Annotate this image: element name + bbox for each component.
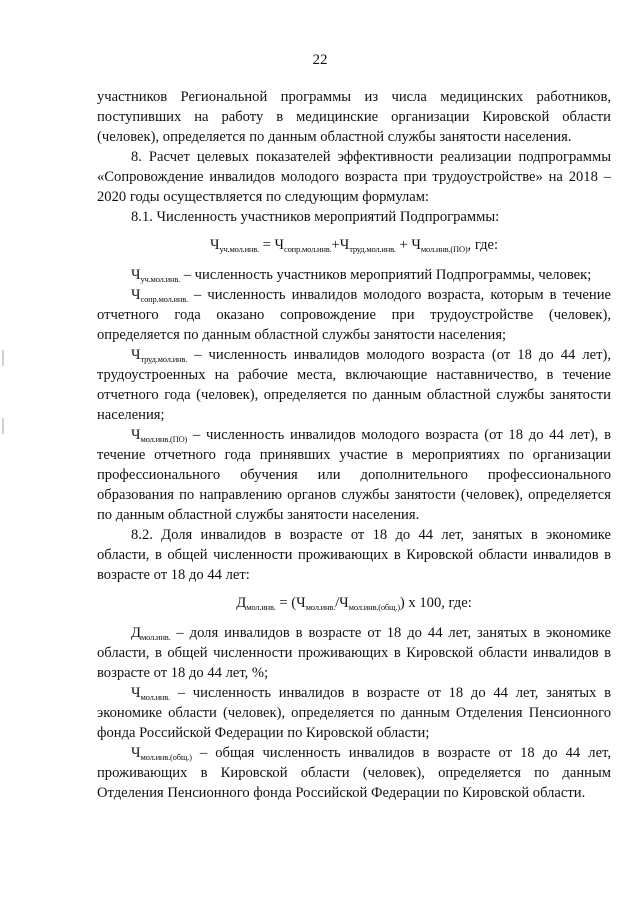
paragraph-continuation: участников Региональной программы из числа медицинских работников, поступивших на работу в медицинские организации Кировской области (человек), определяется по данным областной службы занятости населения. bbox=[97, 89, 611, 145]
definition-sopr-mol-inv: $Ч_{сопр.мол.инв.}$ – численность инвалидов молодого возраста, которым в течение отчетного года оказано сопровождение при трудоустройстве (человек), определяется по данным областной службы занятости населения; bbox=[97, 287, 611, 343]
paragraph-8-2: 8.2. Доля инвалидов в возрасте от 18 до 44 лет, занятых в экономике области, в общей численности проживающих в Кировской области инвалидов в возрасте от 18 до 44 лет: bbox=[97, 527, 611, 583]
scan-margin-mark bbox=[2, 350, 4, 366]
scan-margin-mark bbox=[2, 418, 4, 434]
definition-mol-inv-po: $Ч_{мол.инв.(ПО)}$ – численность инвалидов молодого возраста (от 18 до 44 лет), в течение отчетного года принявших участие в мероприятиях по организации профессионального обучения или дополнительного профессионального образования по направлению органов службы занятости (человек), определяется по данным областной службы занятости населения. bbox=[97, 427, 611, 523]
definition-ch-mol-inv: $Ч_{мол.инв.}$ – численность инвалидов в возрасте от 18 до 44 лет, занятых в экономике области (человек), определяется по данным Отделения Пенсионного фонда Российской Федерации по Кировской области; bbox=[97, 685, 611, 741]
document-body bbox=[97, 87, 611, 803]
definition-trud-mol-inv: $Ч_{труд.мол.инв.}$ – численность инвалидов молодого возраста (от 18 до 44 лет), трудоустроенных на рабочие места, включающие наставничество, в течение отчетного года (человек), определяется по данным областной службы занятости населения; bbox=[97, 347, 611, 423]
page-number: 22 bbox=[312, 52, 328, 68]
definition-ch-mol-inv-obsh: $Ч_{мол.инв.(общ.)}$ – общая численность инвалидов в возрасте от 18 до 44 лет, проживающих в Кировской области (человек), определяется по данным Отделения Пенсионного фонда Российской Федерации по Кировской области. bbox=[97, 745, 611, 801]
formula-share: $Д_{мол.инв.} = (Ч_{мол.инв.}/Ч_{мол.инв.(общ.)})$ x 100, где: bbox=[236, 595, 472, 612]
paragraph-8: 8. Расчет целевых показателей эффективности реализации подпрограммы «Сопровождение инвалидов молодого возраста при трудоустройстве» на 2018 – 2020 годы осуществляется по следующим формулам: bbox=[97, 149, 611, 205]
definition-d-mol-inv: $Д_{мол.инв.}$ – доля инвалидов в возрасте от 18 до 44 лет, занятых в экономике области, в общей численности проживающих в Кировской области инвалидов в возрасте от 18 до 44 лет, %; bbox=[97, 625, 611, 681]
definition-uch-mol-inv: $Ч_{уч.мол.инв.}$ – численность участников мероприятий Подпрограммы, человек; bbox=[131, 267, 592, 284]
paragraph-8-1: 8.1. Численность участников мероприятий Подпрограммы: bbox=[131, 209, 500, 225]
formula-participants: $Ч_{уч.мол.инв.} = Ч_{сопр.мол.инв.}+Ч_{труд.мол.инв.} + Ч_{мол.инв.(ПО)}$, где: bbox=[209, 237, 499, 254]
